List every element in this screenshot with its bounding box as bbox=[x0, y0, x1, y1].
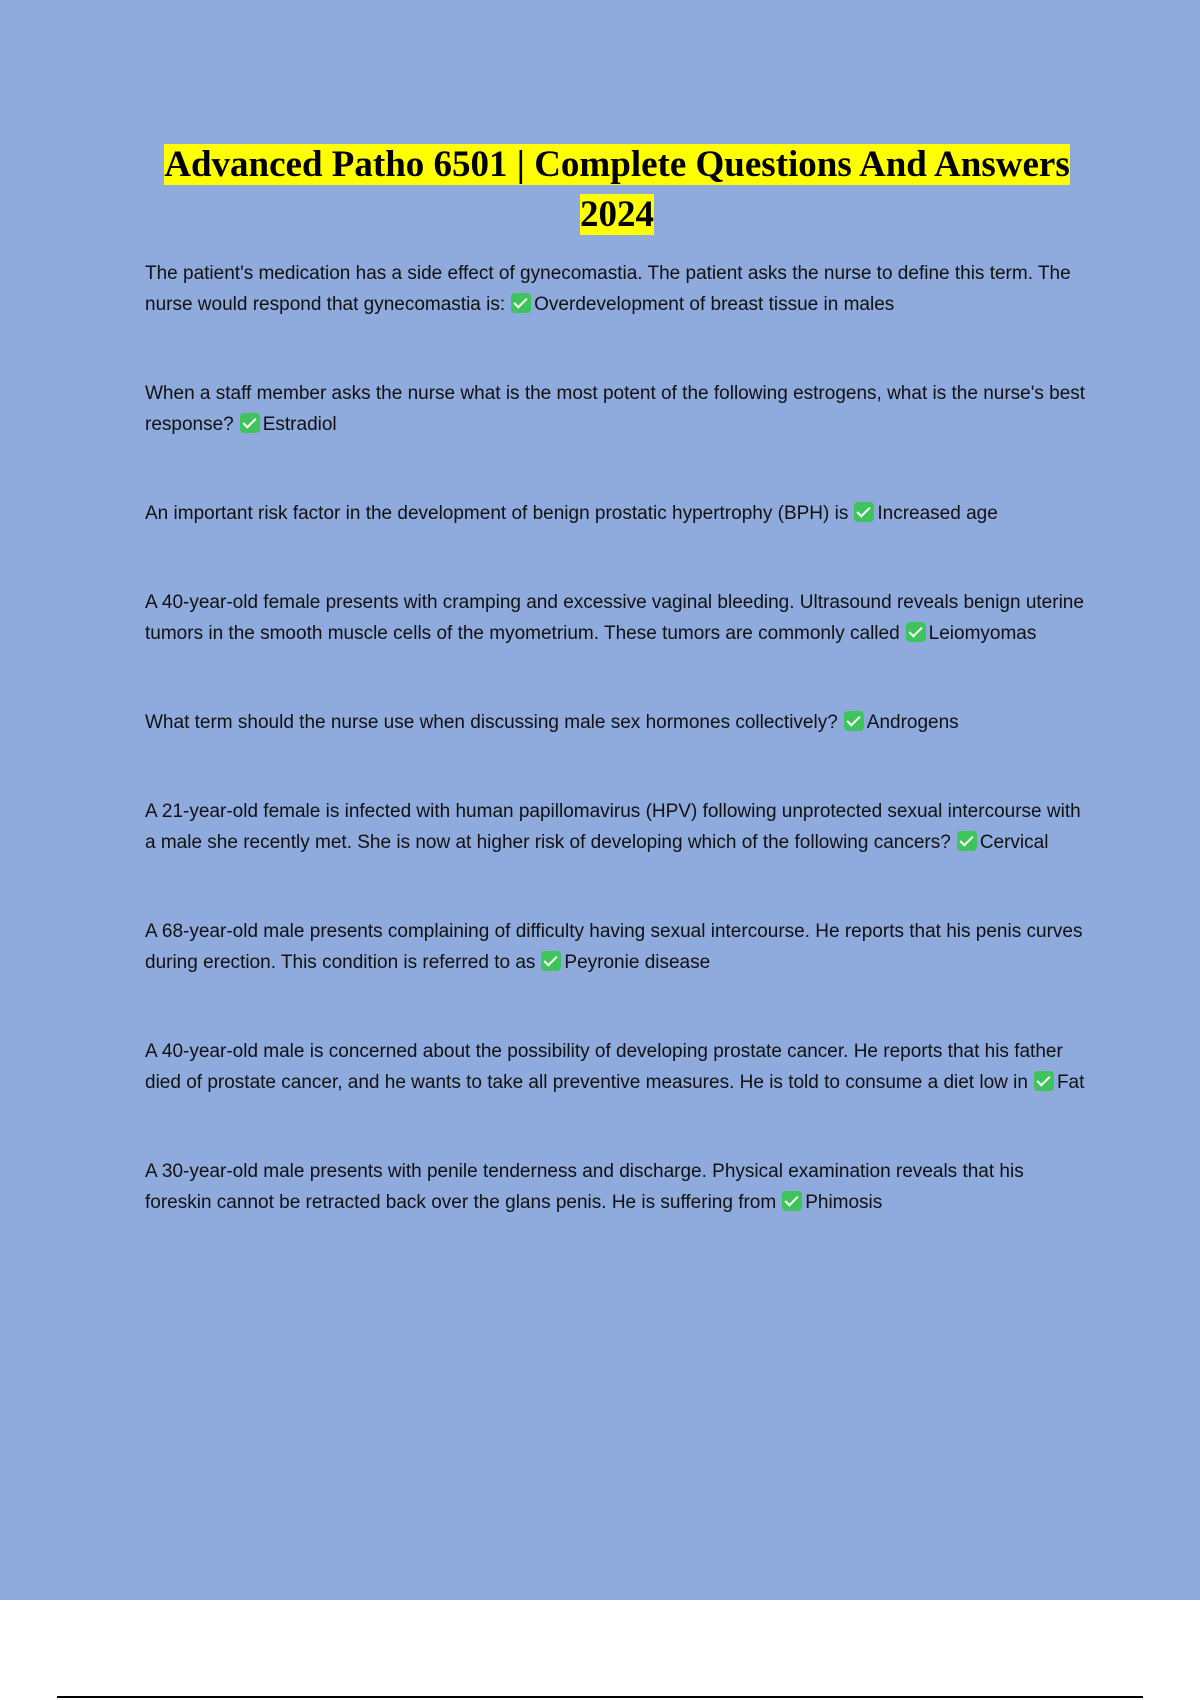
answer-text: Peyronie disease bbox=[564, 952, 711, 973]
qa-item bbox=[145, 587, 1095, 649]
footer-divider bbox=[57, 1696, 1143, 1698]
check-icon bbox=[854, 502, 874, 522]
question-text: When a staff member asks the nurse what is the most potent of the following estrogens, what is the nurse's best response? bbox=[145, 383, 1086, 435]
qa-item bbox=[145, 1156, 1095, 1218]
check-icon bbox=[541, 951, 561, 971]
question-text: A 30-year-old male presents with penile tenderness and discharge. Physical examination reveals that his foreskin cannot be retracted back over the glans penis. He is suffering from bbox=[145, 1161, 1024, 1213]
answer-text: Phimosis bbox=[805, 1192, 883, 1213]
answer-text: Estradiol bbox=[262, 414, 337, 435]
check-icon bbox=[240, 413, 260, 433]
question-text: The patient's medication has a side effect of gynecomastia. The patient asks the nurse to define this term. The nurse would respond that gynecomastia is: bbox=[145, 263, 1071, 315]
qa-list bbox=[145, 258, 1095, 1276]
question-text: A 40-year-old female presents with cramping and excessive vaginal bleeding. Ultrasound reveals benign uterine tumors in the smooth muscle cells of the myometrium. These tumors are commonly called bbox=[145, 592, 1084, 644]
page-title bbox=[150, 140, 1084, 240]
check-icon bbox=[511, 293, 531, 313]
answer-text: Androgens bbox=[866, 712, 959, 733]
check-icon bbox=[1034, 1071, 1054, 1091]
question-text: A 40-year-old male is concerned about the possibility of developing prostate cancer. He reports that his father died of prostate cancer, and he wants to take all preventive measures. He is told to consume a diet low in bbox=[145, 1041, 1063, 1093]
qa-item bbox=[145, 1036, 1095, 1098]
qa-item bbox=[145, 378, 1095, 440]
answer-text: Cervical bbox=[979, 832, 1049, 853]
qa-item bbox=[145, 498, 1095, 529]
check-icon bbox=[844, 711, 864, 731]
check-icon bbox=[957, 831, 977, 851]
question-text: A 21-year-old female is infected with human papillomavirus (HPV) following unprotected sexual intercourse with a male she recently met. She is now at higher risk of developing which of the following cancers? bbox=[145, 801, 1081, 853]
check-icon bbox=[906, 622, 926, 642]
answer-text: Fat bbox=[1056, 1072, 1085, 1093]
answer-text: Leiomyomas bbox=[928, 623, 1037, 644]
qa-item bbox=[145, 796, 1095, 858]
title-highlight: Advanced Patho 6501 | Complete Questions And Answers 2024 bbox=[164, 144, 1070, 235]
check-icon bbox=[782, 1191, 802, 1211]
qa-item bbox=[145, 258, 1095, 320]
question-text: A 68-year-old male presents complaining of difficulty having sexual intercourse. He reports that his penis curves during erection. This condition is referred to as bbox=[145, 921, 1083, 973]
answer-text: Increased age bbox=[877, 503, 998, 524]
answer-text: Overdevelopment of breast tissue in males bbox=[534, 294, 895, 315]
question-text: What term should the nurse use when discussing male sex hormones collectively? bbox=[145, 712, 838, 733]
question-text: An important risk factor in the development of benign prostatic hypertrophy (BPH) is bbox=[145, 503, 849, 524]
qa-item bbox=[145, 707, 1095, 738]
qa-item bbox=[145, 916, 1095, 978]
